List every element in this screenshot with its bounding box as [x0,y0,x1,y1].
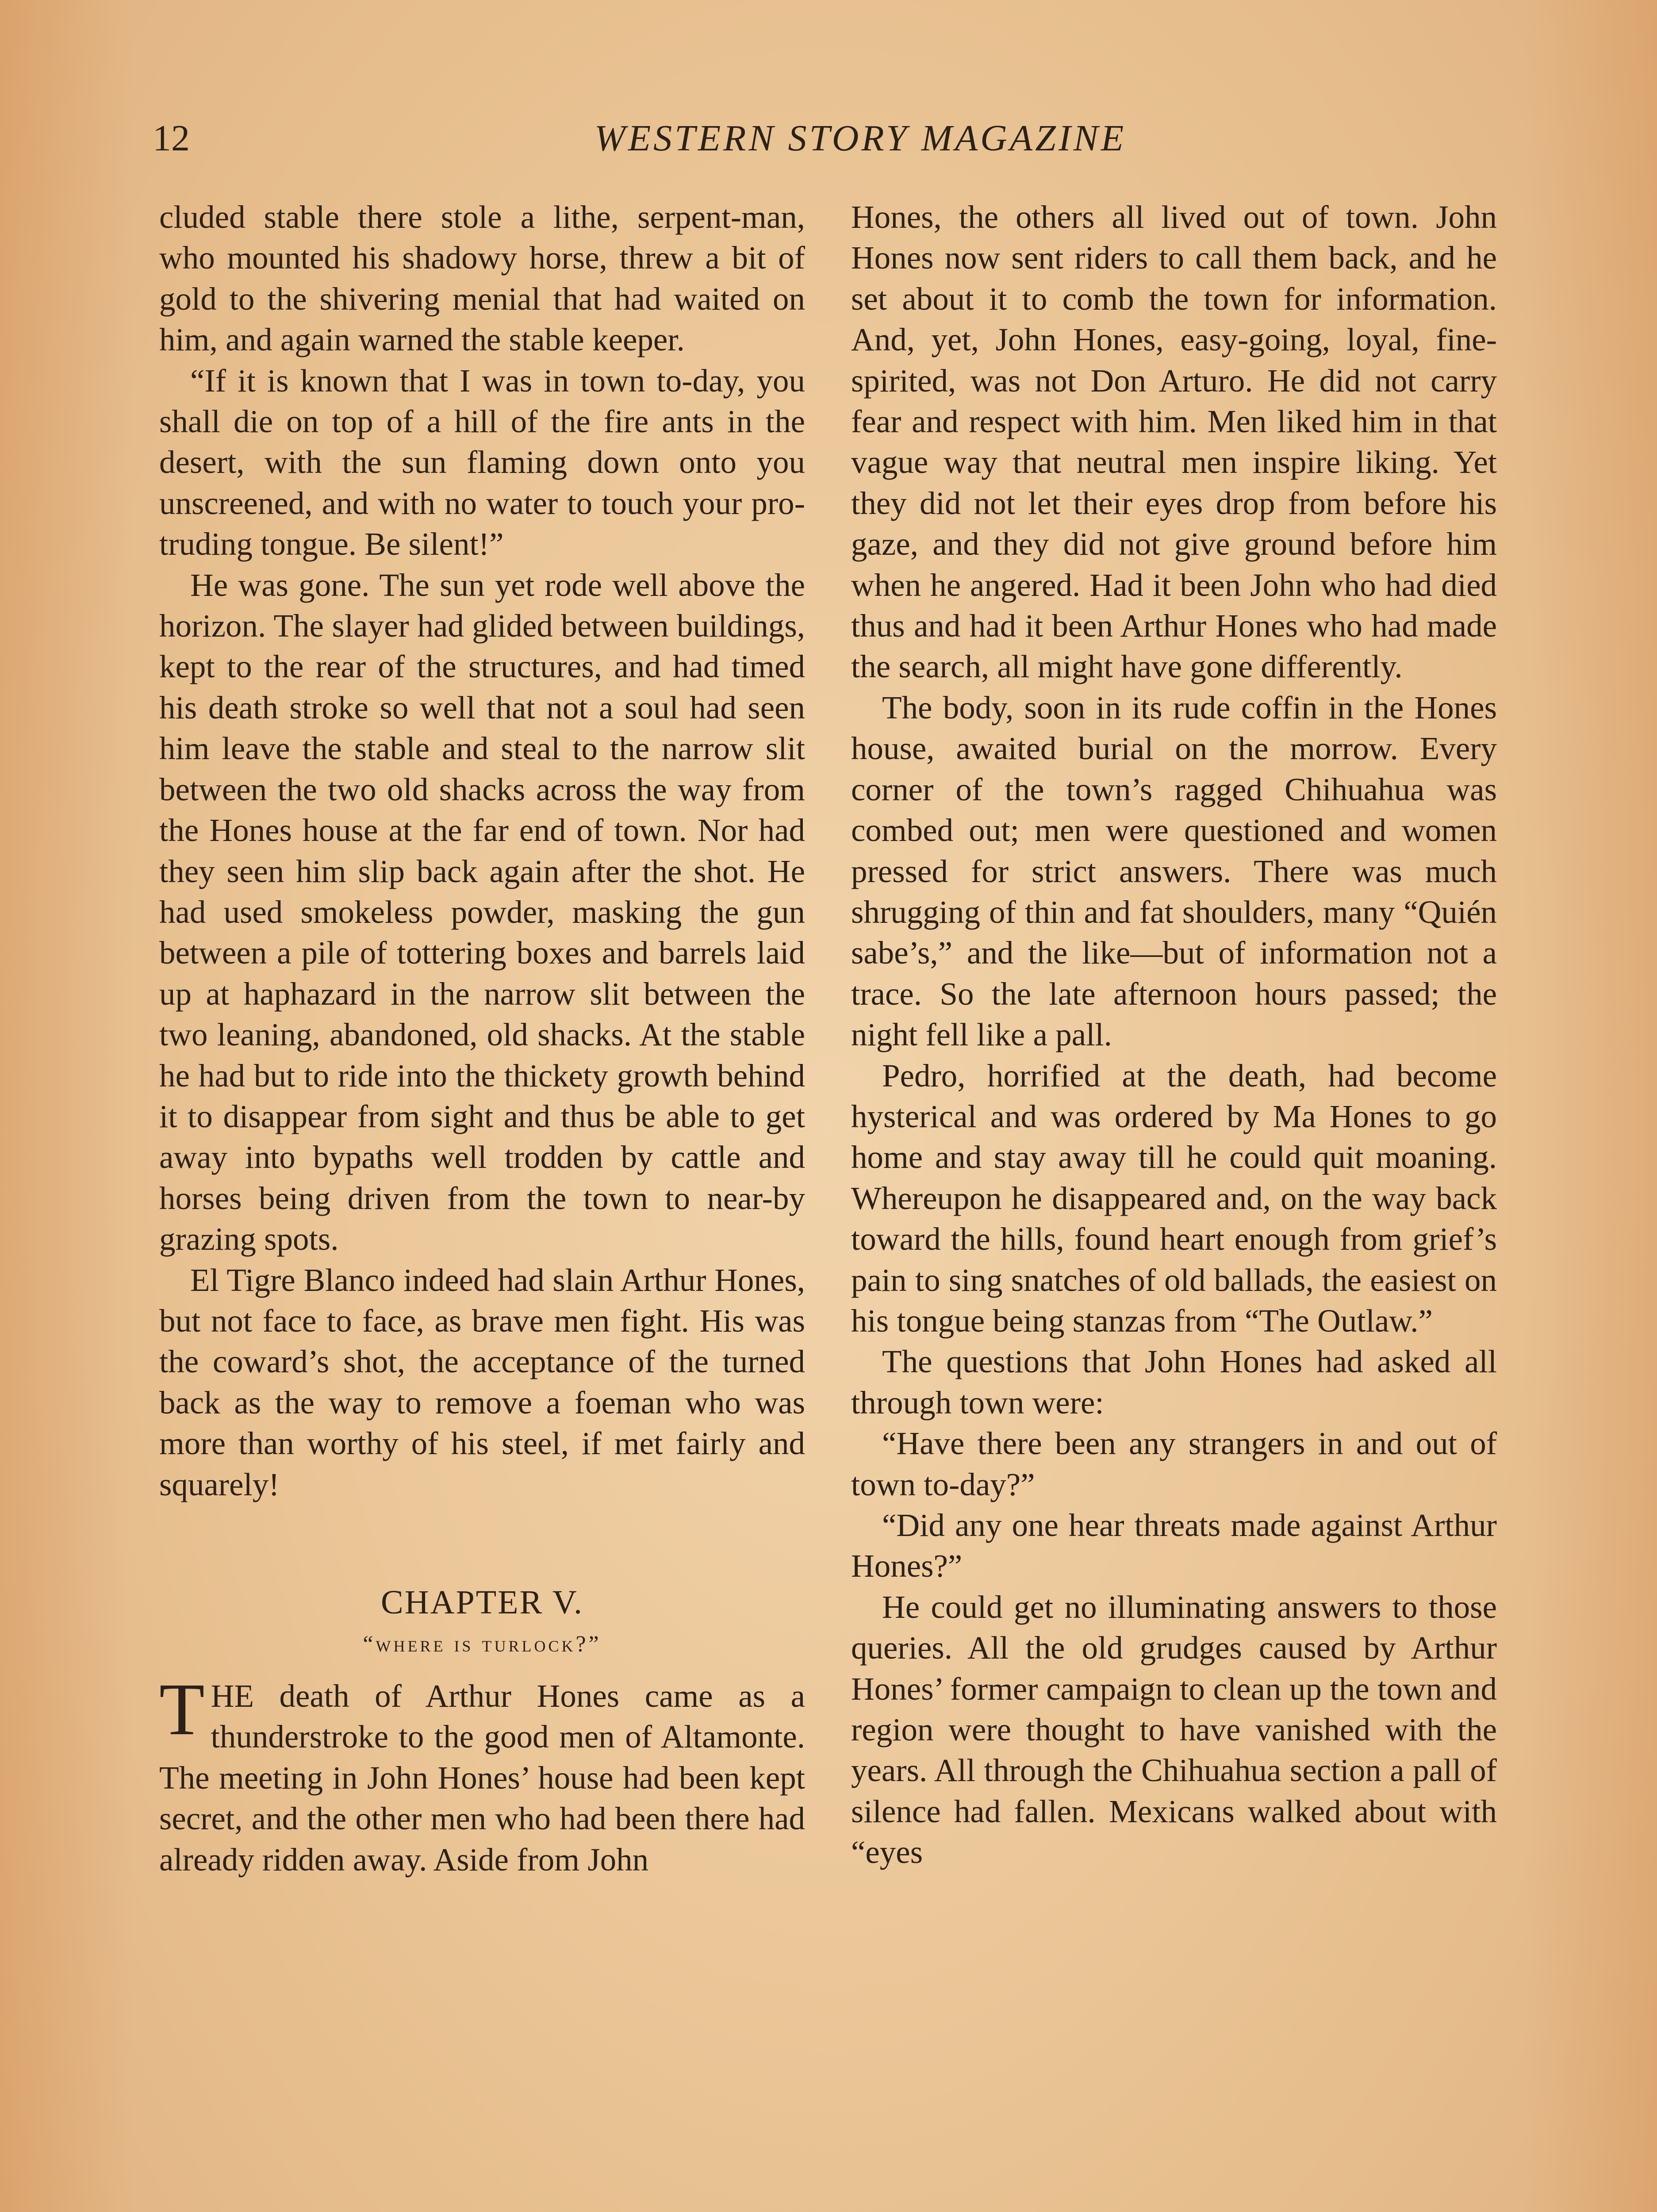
paragraph: “Have there been any strangers in and out of town to-day?” [851,1425,1497,1502]
chapter-subtitle: “where is turlock?” [363,1632,602,1657]
paragraph: The body, soon in its rude coffin in the Hones house, awaited burial on the morrow. Every corner of the town’s ragged Chihuahua was combed out; men were questioned and women pressed for strict answers. There was much shrugging of thin and fat shoulders, many “Quién sabe’s,” and the like—but of information not a trace. So the late afternoon hours passed; the night fell like a pall. [851,689,1497,1053]
paragraph: Hones, the others all lived out of town. John Hones now sent riders to call them back, and he set about it to comb the town for information. And, yet, John Hones, easy-going, loyal, fine-spirited, was not Don Arturo. He did not carry fear and respect with him. Men liked him in that vague way that neutral men inspire liking. Yet they did not let their eyes drop from before his gaze, and they did not give ground before him when he angered. Had it been John who had died thus and had it been Arthur Hones who had made the search, all might have gone differently. [851,199,1497,685]
paragraph: Pedro, horrified at the death, had become hysterical and was ordered by Ma Hones to go home and stay away till he could quit moaning. Whereupon he disappeared and, on the way back toward the hills, found heart enough from grief’s pain to sing snatches of old ballads, the easiest on his tongue being stanzas from “The Outlaw.” [851,1057,1497,1339]
paragraph: He was gone. The sun yet rode well above the horizon. The slayer had glided between buildings, kept to the rear of the structures, and had timed his death stroke so well that not a soul had seen him leave the stable and steal to the narrow slit between the two old shacks across the way from the Hones house at the far end of town. Nor had they seen him slip back again after the shot. He had used smokeless powder, masking the gun between a pile of tottering boxes and barrels laid up at haphazard in the narrow slit between the two leaning, abandoned, old shacks. At the stable he had but to ride into the thickety growth behind it to disappear from sight and thus be able to get away into bypaths well trodden by cattle and horses being driven from the town to near-by grazing spots. [159,567,805,1257]
chapter-first-paragraph [159,1668,805,1880]
paragraph: cluded stable there stole a lithe, serpent-man, who mounted his shadowy horse, threw a bit of gold to the shivering menial that had waited on him, and again warned the stable keeper. [159,199,805,358]
paragraph: “If it is known that I was in town to-day, you shall die on top of a hill of the fire ants in the desert, with the sun flaming down onto you unscreened, and with no water to touch your protruding tongue. Be silent!” [159,362,805,562]
running-title: WESTERN STORY MAGAZINE [594,118,1127,159]
page-header [153,114,1502,163]
chapter-first-paragraph-text: HE death of Arthur Hones came as a thunderstroke to the good men of Altamonte. The meeting in John Hones’ house had been kept secret, and the other men who had been there had already ridden away. Aside from John [159,1678,805,1878]
left-column [159,197,805,1880]
paragraph: “Did any one hear threats made against Arthur Hones?” [851,1507,1497,1584]
right-column [851,197,1497,1873]
paragraph: He could get no illuminating answers to those queries. All the old grudges caused by Arthur Hones’ former campaign to clean up the town and region were thought to have vanished with the years. All through the Chihuahua section a pall of silence had fallen. Mexicans walked about with “eyes [851,1589,1497,1870]
chapter-heading: CHAPTER V. [381,1584,583,1621]
page-number: 12 [153,118,190,159]
paragraph: El Tigre Blanco indeed had slain Arthur Hones, but not face to face, as brave men fight. His was the coward’s shot, the acceptance of the turned back as the way to remove a foeman who was more than worthy of his steel, if met fairly and squarely! [159,1262,805,1502]
drop-cap: T [159,1668,205,1751]
paragraph: The questions that John Hones had asked all through town were: [851,1344,1497,1421]
